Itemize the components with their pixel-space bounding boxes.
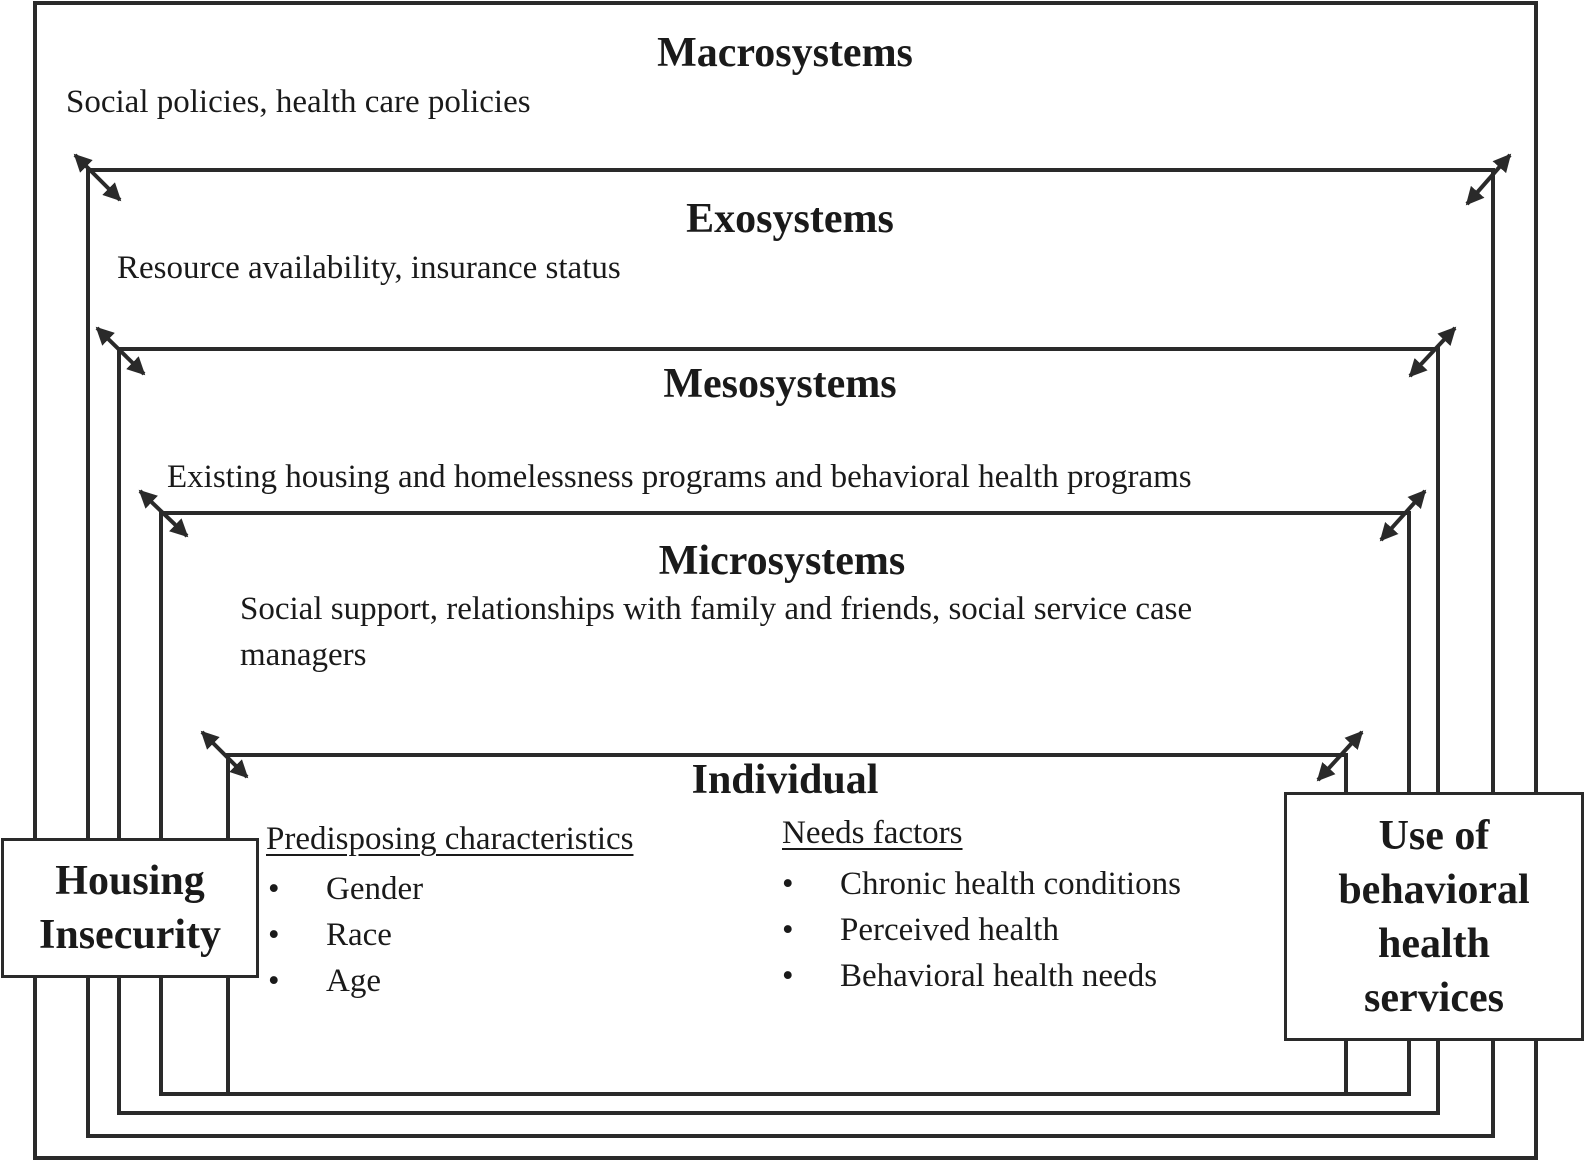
needs-list xyxy=(782,861,1181,999)
individual-title: Individual xyxy=(691,757,879,803)
list-item: • Race xyxy=(268,912,423,958)
predisposing-list xyxy=(268,866,423,1004)
microsystems-description-line2: managers xyxy=(240,637,367,673)
behavioral-health-services-box xyxy=(1284,792,1584,1041)
housing-insecurity-box xyxy=(1,838,259,978)
arrow-exo-meso-right xyxy=(1410,328,1455,376)
needs-heading: Needs factors xyxy=(782,815,963,851)
exosystems-title: Exosystems xyxy=(686,196,894,242)
services-line4: services xyxy=(1364,974,1504,1021)
list-item: • Age xyxy=(268,958,423,1004)
arrow-meso-micro-right xyxy=(1381,491,1425,540)
housing-insecurity-line2: Insecurity xyxy=(39,912,221,958)
exosystems-description: Resource availability, insurance status xyxy=(117,250,621,286)
housing-insecurity-line1: Housing xyxy=(55,858,205,904)
predisposing-heading: Predisposing characteristics xyxy=(266,821,634,857)
mesosystems-title: Mesosystems xyxy=(663,361,897,407)
list-item: • Chronic health conditions xyxy=(782,861,1181,907)
list-item: • Perceived health xyxy=(782,907,1181,953)
list-item: • Behavioral health needs xyxy=(782,953,1181,999)
macrosystems-title: Macrosystems xyxy=(657,30,913,76)
arrow-macro-exo-left xyxy=(75,155,120,200)
macrosystems-description: Social policies, health care policies xyxy=(66,84,531,120)
services-line1: Use of xyxy=(1378,812,1490,859)
mesosystems-description: Existing housing and homelessness programs and behavioral health programs xyxy=(167,459,1192,495)
services-line2: behavioral xyxy=(1338,866,1530,913)
microsystems-description-line1: Social support, relationships with family and friends, social service case xyxy=(240,591,1193,627)
list-item: • Gender xyxy=(268,866,423,912)
microsystems-title: Microsystems xyxy=(658,538,906,584)
services-line3: health xyxy=(1377,920,1490,967)
arrow-macro-exo-right xyxy=(1467,155,1510,204)
